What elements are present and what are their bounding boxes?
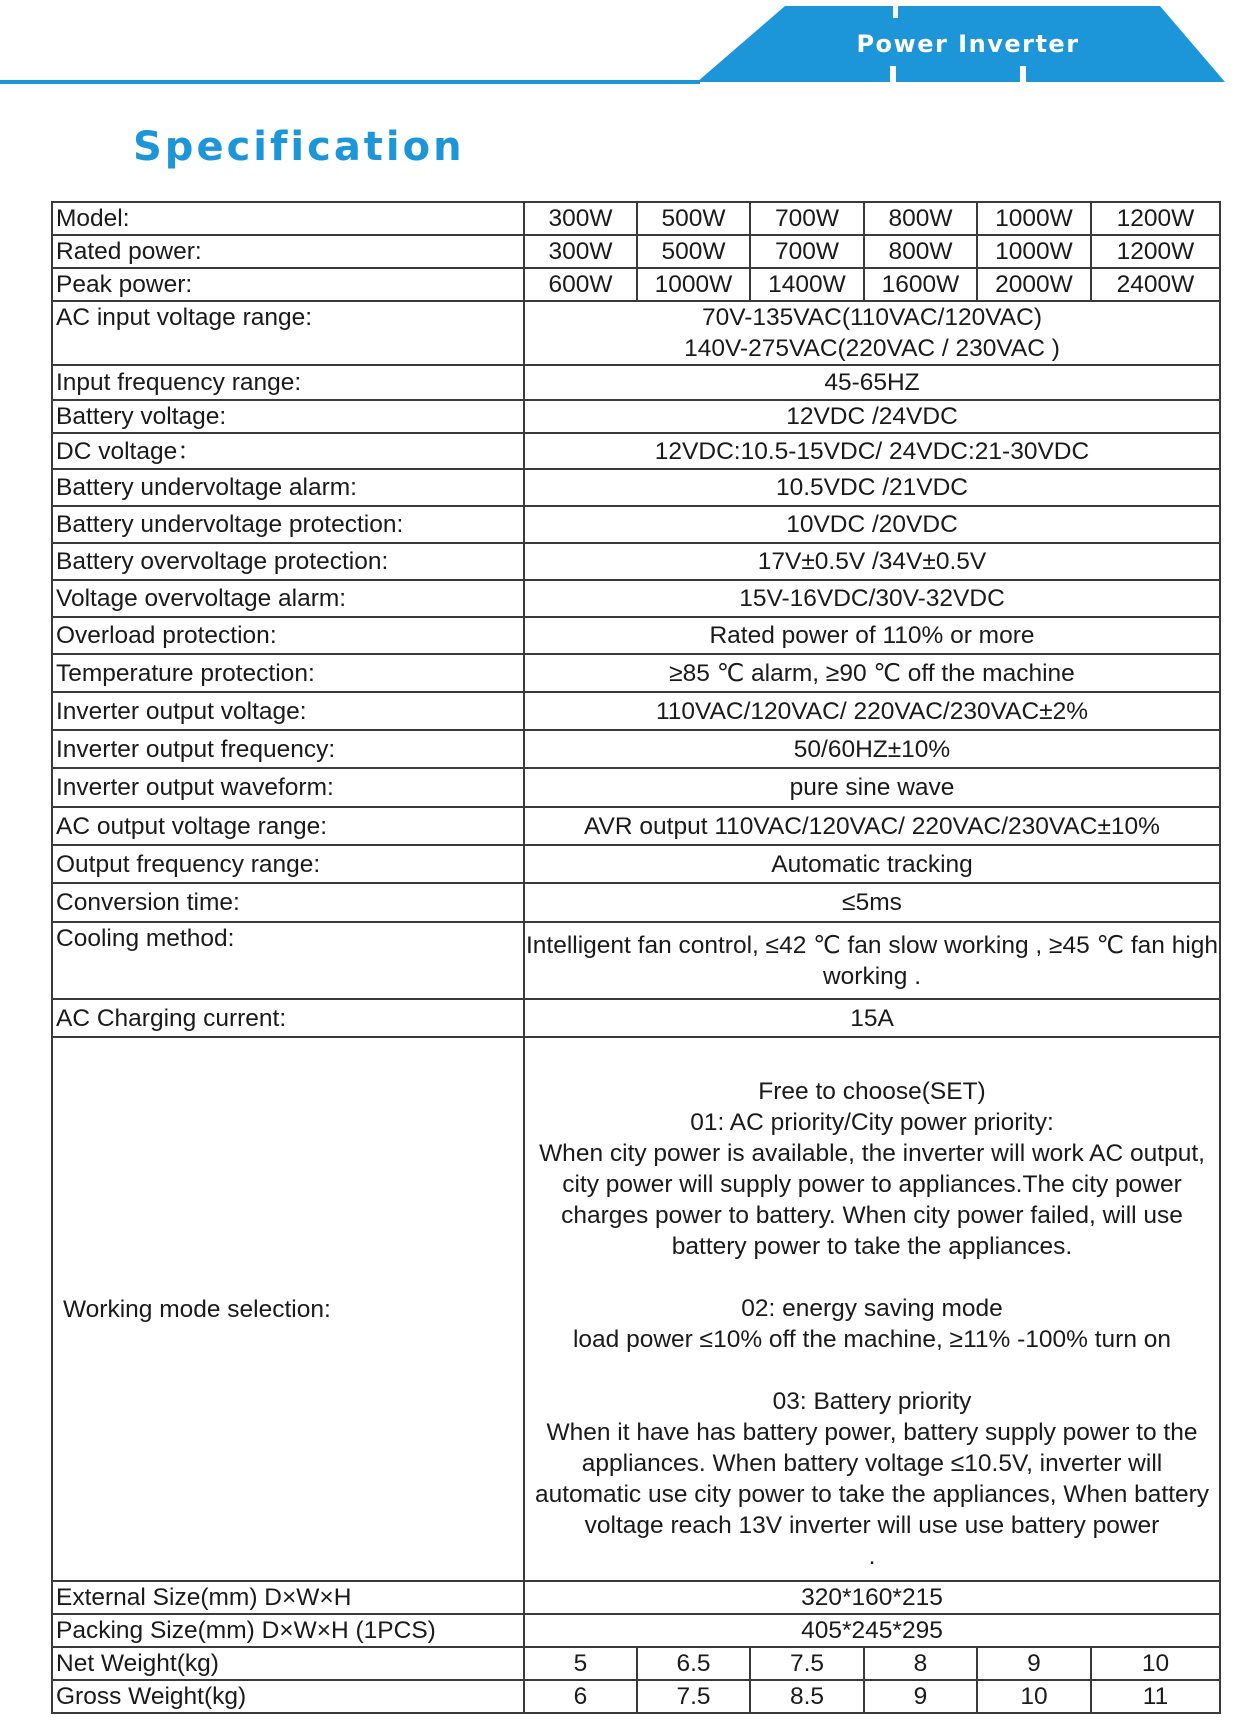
spec-row-value: Rated power of 110% or more xyxy=(524,617,1220,654)
rated-power-value: 300W xyxy=(524,235,637,268)
rated-power-value: 800W xyxy=(864,235,977,268)
spec-row xyxy=(52,807,1220,845)
peak-power-value: 2400W xyxy=(1091,268,1220,301)
peak-power-value: 600W xyxy=(524,268,637,301)
model-value: 700W xyxy=(750,202,864,235)
net-weight-value: 10 xyxy=(1091,1647,1220,1680)
gross-weight-row xyxy=(52,1680,1220,1713)
spec-row xyxy=(52,365,1220,400)
spec-row-value: ≤5ms xyxy=(524,883,1220,922)
spec-row-value: 10VDC /20VDC xyxy=(524,506,1220,543)
spec-row-label: Battery overvoltage protection: xyxy=(52,543,524,580)
header-title: Power Inverter xyxy=(856,30,1080,58)
model-value: 800W xyxy=(864,202,977,235)
model-value: 500W xyxy=(637,202,750,235)
header-slit-right xyxy=(1020,66,1026,82)
specification-table xyxy=(51,201,1221,1714)
peak-power-row xyxy=(52,268,1220,301)
external-size-value: 320*160*215 xyxy=(524,1581,1220,1614)
spec-row-label: Inverter output frequency: xyxy=(52,730,524,768)
header-slit-left xyxy=(890,66,896,82)
net-weight-value: 9 xyxy=(977,1647,1091,1680)
gross-weight-value: 10 xyxy=(977,1680,1091,1713)
cooling-value: Intelligent fan control, ≤42 ℃ fan slow working , ≥45 ℃ fan high working . xyxy=(524,922,1220,999)
model-label: Model: xyxy=(52,202,524,235)
working-mode-label: Working mode selection: xyxy=(52,1037,524,1581)
cooling-row xyxy=(52,922,1220,999)
net-weight-label: Net Weight(kg) xyxy=(52,1647,524,1680)
rated-power-value: 1200W xyxy=(1091,235,1220,268)
spec-row-value: 50/60HZ±10% xyxy=(524,730,1220,768)
peak-power-value: 1600W xyxy=(864,268,977,301)
net-weight-row xyxy=(52,1647,1220,1680)
packing-size-row xyxy=(52,1614,1220,1647)
spec-row-label: AC output voltage range: xyxy=(52,807,524,845)
spec-row-label: Temperature protection: xyxy=(52,654,524,692)
spec-row xyxy=(52,845,1220,883)
spec-row-label: Inverter output waveform: xyxy=(52,768,524,807)
rated-power-value: 700W xyxy=(750,235,864,268)
spec-row xyxy=(52,768,1220,807)
cooling-label: Cooling method: xyxy=(52,922,524,999)
rated-power-row xyxy=(52,235,1220,268)
header-rule xyxy=(0,80,700,84)
net-weight-value: 8 xyxy=(864,1647,977,1680)
gross-weight-value: 9 xyxy=(864,1680,977,1713)
spec-row-value: 45-65HZ xyxy=(524,365,1220,400)
charging-value: 15A xyxy=(524,999,1220,1037)
spec-row-value: 17V±0.5V /34V±0.5V xyxy=(524,543,1220,580)
model-value: 1000W xyxy=(977,202,1091,235)
header-notch-top xyxy=(893,6,898,18)
spec-row xyxy=(52,506,1220,543)
spec-row xyxy=(52,433,1220,469)
gross-weight-label: Gross Weight(kg) xyxy=(52,1680,524,1713)
ac-input-value: 70V-135VAC(110VAC/120VAC) 140V-275VAC(220VAC / 230VAC ) xyxy=(524,301,1220,365)
spec-row-label: Voltage overvoltage alarm: xyxy=(52,580,524,617)
ac-input-label: AC input voltage range: xyxy=(52,301,524,365)
net-weight-value: 7.5 xyxy=(750,1647,864,1680)
spec-row-label: Overload protection: xyxy=(52,617,524,654)
spec-row xyxy=(52,654,1220,692)
spec-row-value: 110VAC/120VAC/ 220VAC/230VAC±2% xyxy=(524,692,1220,730)
gross-weight-value: 6 xyxy=(524,1680,637,1713)
spec-row-label: Inverter output voltage: xyxy=(52,692,524,730)
spec-row xyxy=(52,692,1220,730)
rated-power-value: 500W xyxy=(637,235,750,268)
spec-row-value: Automatic tracking xyxy=(524,845,1220,883)
spec-row-label: Input frequency range: xyxy=(52,365,524,400)
gross-weight-value: 8.5 xyxy=(750,1680,864,1713)
working-mode-row xyxy=(52,1037,1220,1581)
gross-weight-value: 11 xyxy=(1091,1680,1220,1713)
charging-label: AC Charging current: xyxy=(52,999,524,1037)
net-weight-value: 5 xyxy=(524,1647,637,1680)
spec-row-value: 12VDC:10.5-15VDC/ 24VDC:21-30VDC xyxy=(524,433,1220,469)
spec-row-label: Battery undervoltage protection: xyxy=(52,506,524,543)
spec-row xyxy=(52,543,1220,580)
spec-row xyxy=(52,617,1220,654)
spec-row-value: AVR output 110VAC/120VAC/ 220VAC/230VAC±10% xyxy=(524,807,1220,845)
peak-power-value: 1400W xyxy=(750,268,864,301)
working-mode-text: Free to choose(SET) 01: AC priority/City power priority: When city power is available, the inverter will work AC output, city power will supply power to appliances.The city power charges power to battery. When city power failed, will use battery power to take the appliances. 02: energy saving mode load power ≤10% off the machine, ≥11% -100% turn on 03: Battery priority When it have has battery power, battery supply power to the appliances. When battery voltage ≤10.5V, inverter will automatic use city power to take the appliances, When battery voltage reach 13V inverter will use use battery power . xyxy=(524,1037,1220,1581)
spec-row xyxy=(52,883,1220,922)
external-size-row xyxy=(52,1581,1220,1614)
spec-row-label: Battery voltage: xyxy=(52,400,524,433)
external-size-label: External Size(mm) D×W×H xyxy=(52,1581,524,1614)
net-weight-value: 6.5 xyxy=(637,1647,750,1680)
peak-power-value: 1000W xyxy=(637,268,750,301)
spec-row-value: 12VDC /24VDC xyxy=(524,400,1220,433)
gross-weight-value: 7.5 xyxy=(637,1680,750,1713)
peak-power-value: 2000W xyxy=(977,268,1091,301)
page-title: Specification xyxy=(133,124,465,170)
rated-power-value: 1000W xyxy=(977,235,1091,268)
spec-row-label: Battery undervoltage alarm: xyxy=(52,469,524,506)
spec-row-label: Output frequency range: xyxy=(52,845,524,883)
spec-row xyxy=(52,469,1220,506)
spec-row xyxy=(52,400,1220,433)
spec-row xyxy=(52,580,1220,617)
peak-power-label: Peak power: xyxy=(52,268,524,301)
charging-row xyxy=(52,999,1220,1037)
model-row xyxy=(52,202,1220,235)
spec-row-value: 10.5VDC /21VDC xyxy=(524,469,1220,506)
spec-row-label: Conversion time: xyxy=(52,883,524,922)
model-value: 1200W xyxy=(1091,202,1220,235)
spec-row-value: 15V-16VDC/30V-32VDC xyxy=(524,580,1220,617)
spec-row-value: pure sine wave xyxy=(524,768,1220,807)
spec-row xyxy=(52,730,1220,768)
rated-power-label: Rated power: xyxy=(52,235,524,268)
packing-size-label: Packing Size(mm) D×W×H (1PCS) xyxy=(52,1614,524,1647)
spec-row-label: DC voltage： xyxy=(52,433,524,469)
ac-input-row xyxy=(52,301,1220,365)
spec-row-value: ≥85 ℃ alarm, ≥90 ℃ off the machine xyxy=(524,654,1220,692)
model-value: 300W xyxy=(524,202,637,235)
packing-size-value: 405*245*295 xyxy=(524,1614,1220,1647)
